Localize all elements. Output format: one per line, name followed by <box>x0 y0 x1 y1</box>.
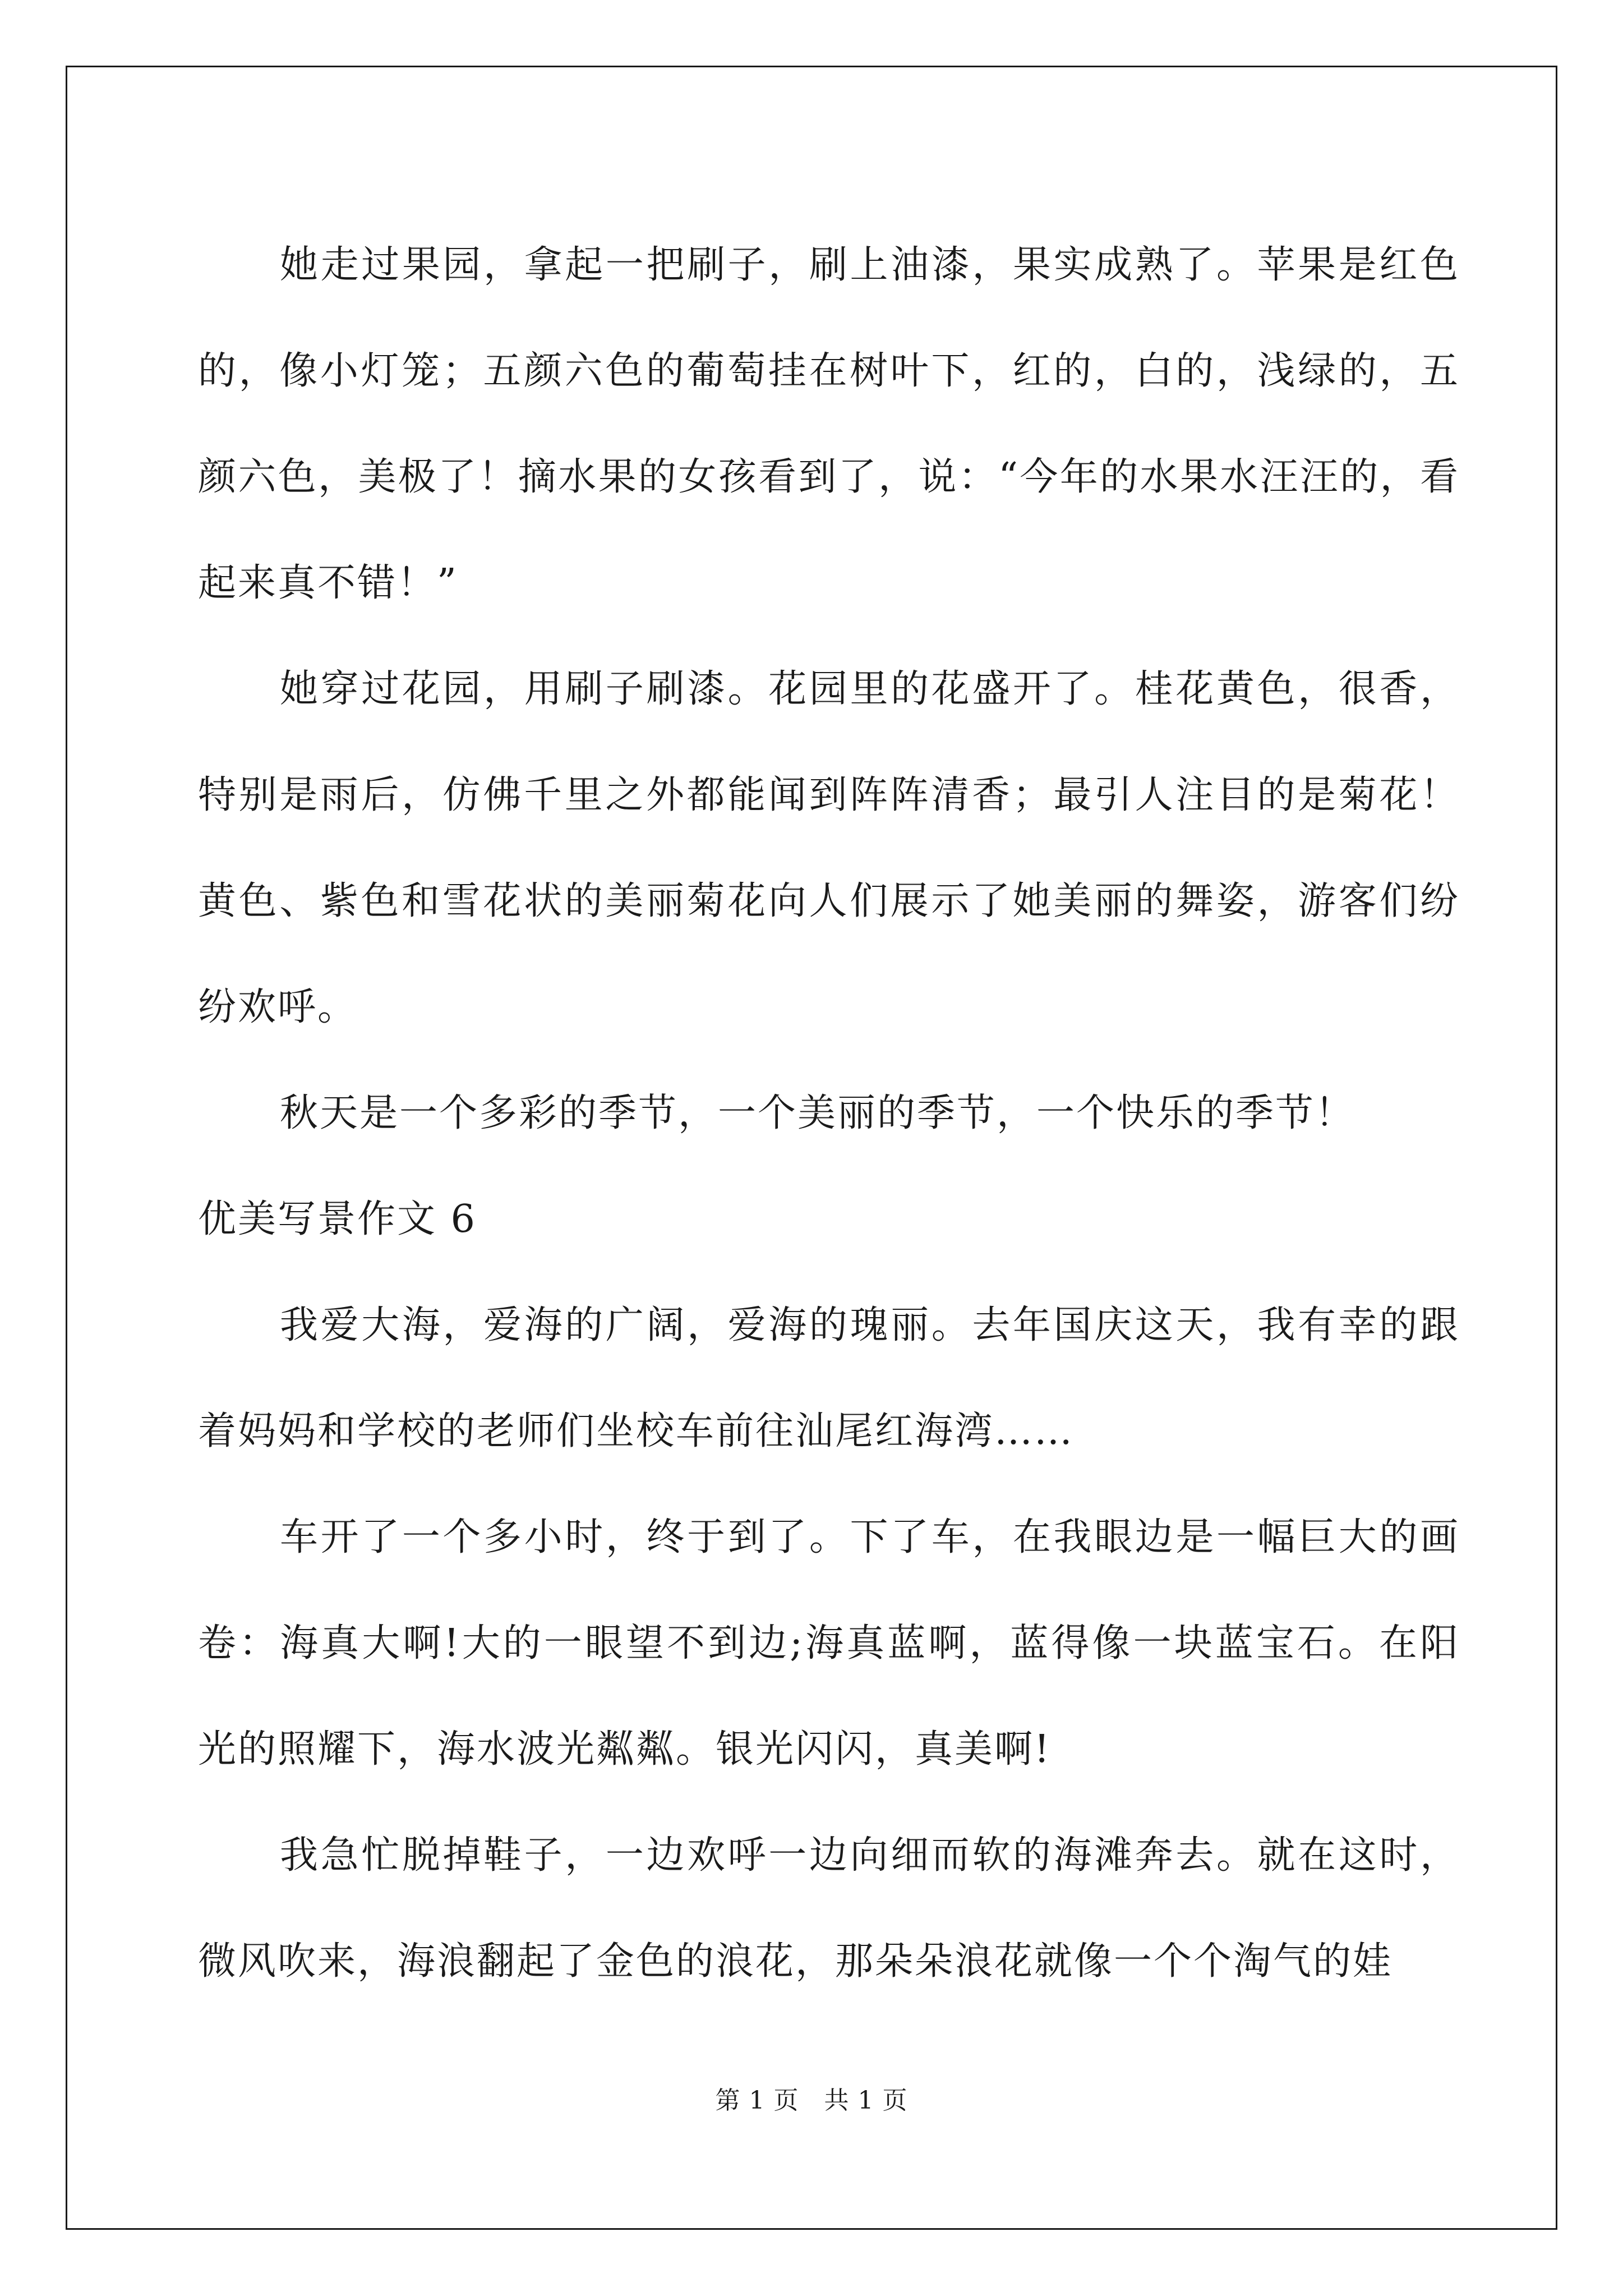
paragraph-beach: 我急忙脱掉鞋子，一边欢呼一边向细而软的海滩奔去。就在这时，微风吹来，海浪翻起了金色的浪花，那朵朵浪花就像一个个淘气的娃 <box>198 1833 1460 1984</box>
section-heading: 优美写景作文 6 <box>198 1197 477 1241</box>
document-body <box>198 212 1460 2014</box>
page-number-footer: 第 1 页 共 1 页 <box>715 2086 908 2115</box>
paragraph-garden: 她穿过花园，用刷子刷漆。花园里的花盛开了。桂花黄色，很香，特别是雨后，仿佛千里之外都能闻到阵阵清香；最引人注目的是菊花！黄色、紫色和雪花状的美丽菊花向人们展示了她美丽的舞姿，游客们纷纷欢呼。 <box>198 667 1460 1029</box>
paragraph-orchard: 她走过果园，拿起一把刷子，刷上油漆，果实成熟了。苹果是红色的，像小灯笼；五颜六色的葡萄挂在树叶下，红的，白的，浅绿的，五颜六色，美极了！摘水果的女孩看到了，说：“今年的水果水汪汪的，看起来真不错！” <box>198 243 1460 605</box>
paragraph-autumn: 秋天是一个多彩的季节，一个美丽的季节，一个快乐的季节！ <box>280 1091 1355 1135</box>
paragraph-sea-intro: 我爱大海，爱海的广阔，爱海的瑰丽。去年国庆这天，我有幸的跟着妈妈和学校的老师们坐校车前往汕尾红海湾…… <box>198 1303 1460 1453</box>
paragraph-arrival: 车开了一个多小时，终于到了。下了车，在我眼边是一幅巨大的画卷：海真大啊!大的一眼望不到边;海真蓝啊，蓝得像一块蓝宝石。在阳光的照耀下，海水波光粼粼。银光闪闪，真美啊! <box>198 1515 1460 1772</box>
